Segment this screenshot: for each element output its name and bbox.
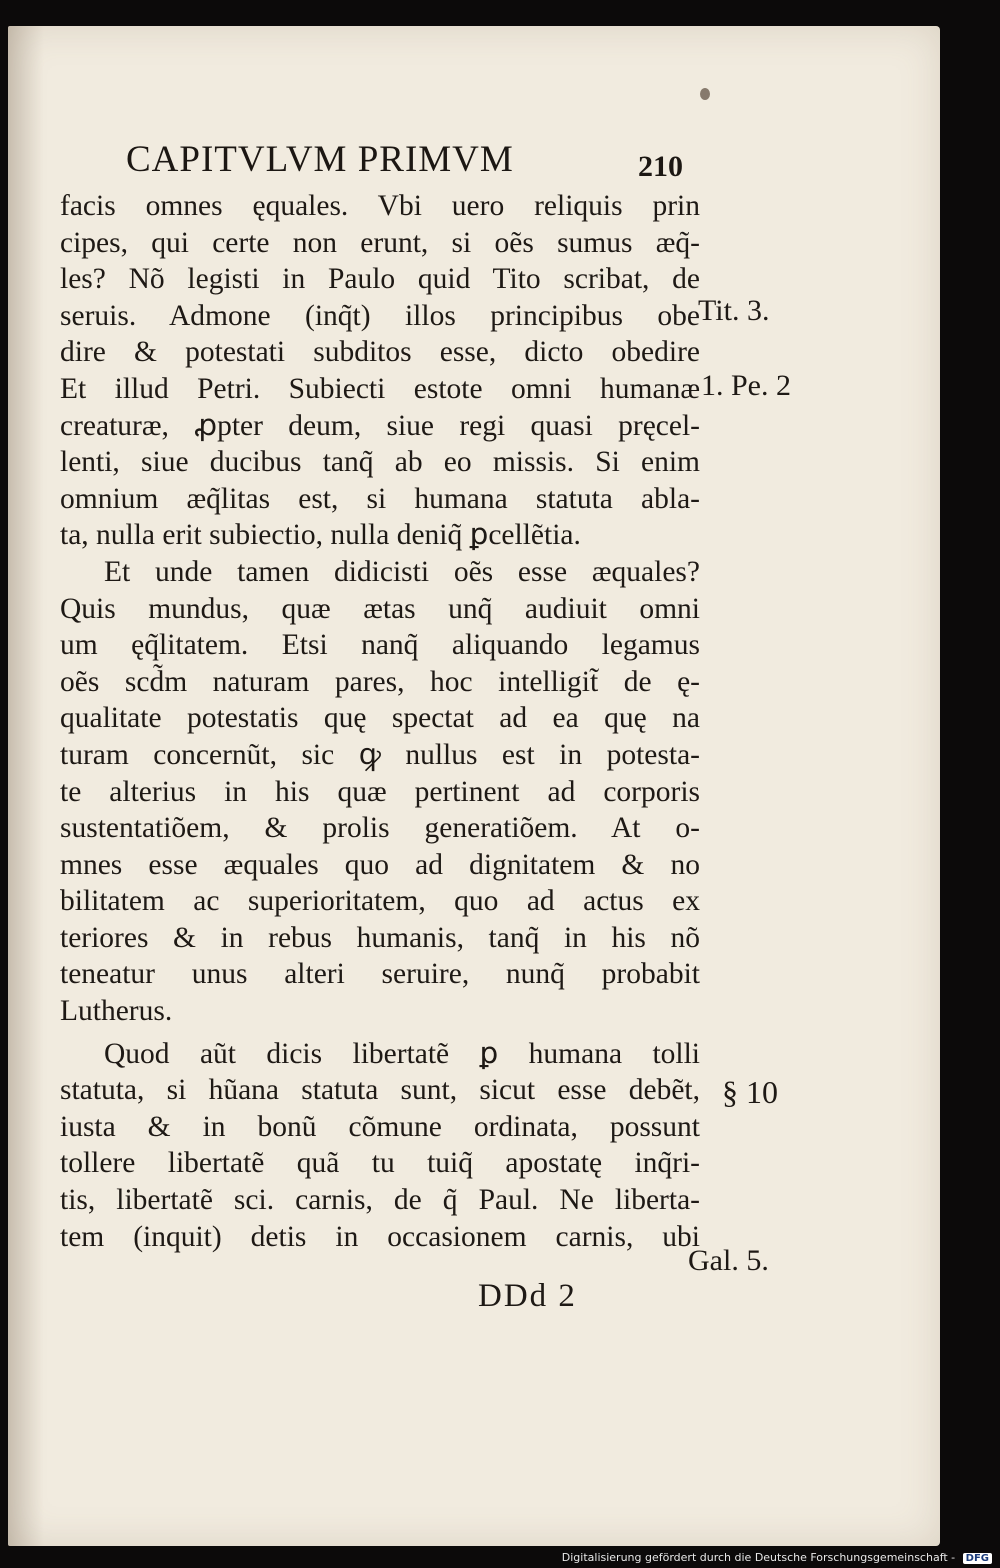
text-line: iusta & in bonũ cõmune ordinata, possunt [60, 1110, 700, 1143]
text-line: lenti, siue ducibus tanq̃ ab eo missis. Si enim [60, 446, 700, 479]
main-text-block [60, 188, 700, 1255]
text-line: Quis mundus, quæ ætas unq̃ audiuit omni [60, 592, 700, 625]
signature-mark: DDd 2 [478, 1278, 577, 1314]
text-line: statuta, si hũana statuta sunt, sicut esse debẽt, [60, 1074, 700, 1107]
digitization-credit [562, 1551, 992, 1564]
book-page [8, 26, 940, 1546]
text-line: dire & potestati subditos esse, dicto obedire [60, 336, 700, 369]
credit-text: Digitalisierung gefördert durch die Deutsche Forschungsgemeinschaft - [561, 1551, 956, 1564]
text-line: tollere libertatẽ quã tu tuiq̃ apostatę inq̃ri- [60, 1147, 700, 1180]
text-line: facis omnes ęquales. Vbi uero reliquis prin [60, 190, 700, 222]
text-line: teriores & in rebus humanis, tanq̃ in his nõ [60, 921, 700, 954]
text-line: teneatur unus alteri seruire, nunq̃ probabit [60, 958, 700, 991]
text-line: cipes, qui certe non erunt, si oẽs sumus æq̃- [60, 226, 700, 259]
margin-note-peter: 1. Pe. 2 [701, 369, 791, 402]
text-line: um ęq̃litatem. Etsi nanq̃ aliquando legamus [60, 629, 700, 662]
margin-note-galatians: Gal. 5. [688, 1244, 769, 1277]
text-line: te alterius in his quæ pertinent ad corporis [60, 775, 700, 808]
text-line: creaturæ, ꝓpter deum, siue regi quasi pręcel- [60, 409, 700, 442]
text-line: ta, nulla erit subiectio, nulla deniq̃ ꝑcellẽtia. [60, 519, 581, 552]
folio-number: 210 [638, 150, 683, 183]
ink-stain [700, 88, 710, 100]
text-line: bilitatem ac superioritatem, quo ad actus ex [60, 885, 700, 918]
text-line: Lutherus. [60, 995, 173, 1028]
text-line: omnium æq̃litas est, si humana statuta abla- [60, 482, 700, 515]
margin-note-titus: Tit. 3. [698, 294, 770, 327]
dfg-logo: DFG [963, 1553, 992, 1564]
text-line: les? Nõ legisti in Paulo quid Tito scribat, de [60, 263, 700, 296]
paragraph-start-line: Et unde tamen didicisti oẽs esse æquales? [104, 555, 700, 588]
text-line: Et illud Petri. Subiecti estote omni humanæ [60, 372, 700, 405]
text-line: seruis. Admone (inq̃t) illos principibus obe [60, 299, 700, 332]
text-line: sustentatiõem, & prolis generatiõem. At o- [60, 812, 700, 845]
margin-note-section: § 10 [722, 1074, 778, 1110]
text-line: tem (inquit) detis in occasionem carnis, ubi [60, 1220, 700, 1253]
text-line: turam concernũt, sic ꝙ nullus est in potesta- [60, 738, 700, 771]
text-line: tis, libertatẽ sci. carnis, de q̃ Paul. Ne liberta- [60, 1184, 700, 1217]
paragraph-start-line: Quod aũt dicis libertatẽ ꝑ humana tolli [104, 1037, 700, 1070]
spine-shadow [8, 26, 44, 1546]
text-line: qualitate potestatis quę spectat ad ea quę na [60, 702, 700, 735]
running-head: CAPITVLVM PRIMVM [126, 139, 514, 180]
text-line: mnes esse æquales quo ad dignitatem & no [60, 848, 700, 881]
text-line: oẽs scd̃m naturam pares, hoc intelligit̃ de ę- [60, 665, 700, 698]
